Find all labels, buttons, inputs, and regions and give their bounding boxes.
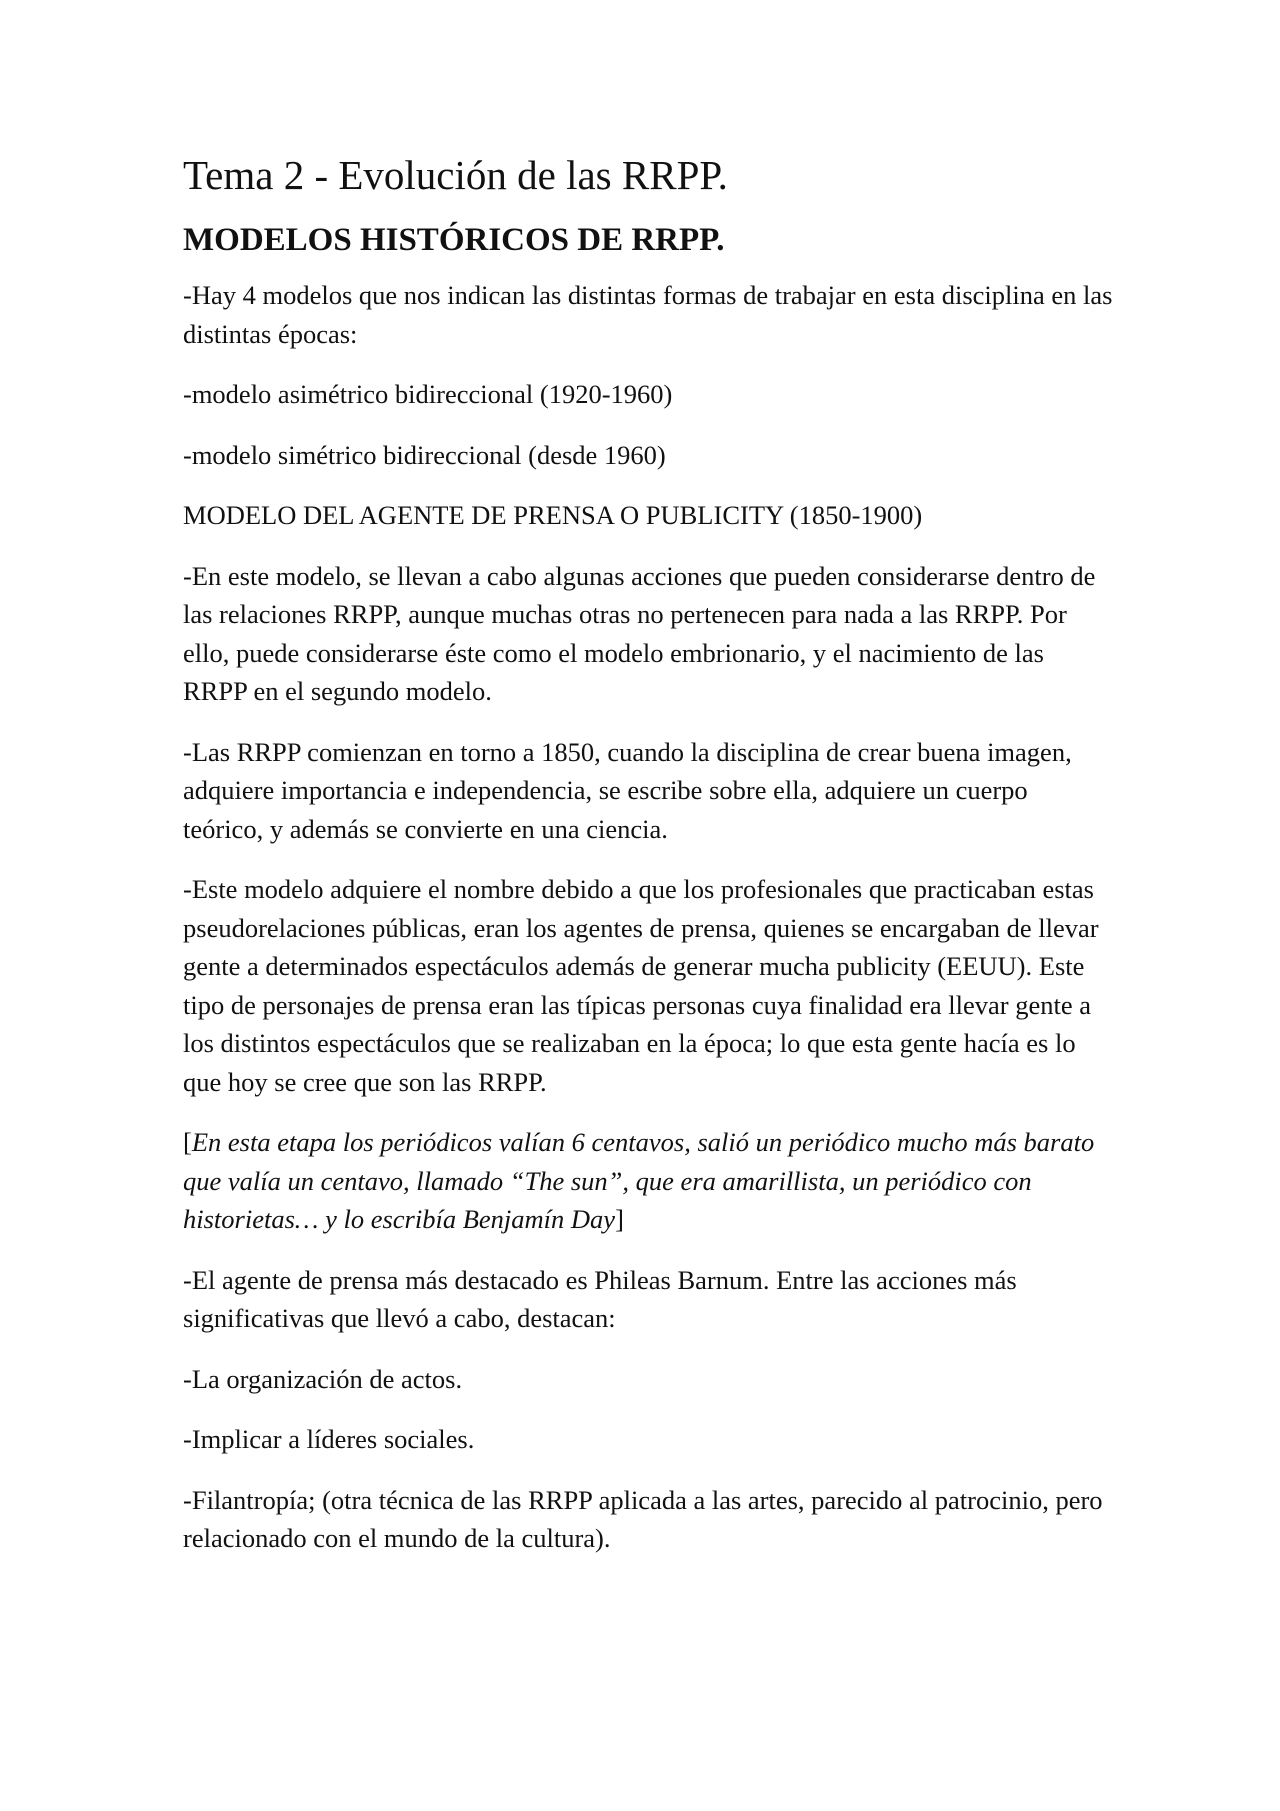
bracket-close: ]	[615, 1204, 624, 1235]
paragraph-origins: -Las RRPP comienzan en torno a 1850, cuando la disciplina de crear buena imagen, adquiere importancia e independencia, se escribe sobre ella, adquiere un cuerpo teórico, y además se convierte en una ciencia.	[183, 736, 1072, 844]
paragraph-action-philanthropy: -Filantropía; (otra técnica de las RRPP aplicada a las artes, parecido al patrocinio, pero relacionado con el mundo de la cultura).	[183, 1484, 1103, 1554]
paragraph-name-origin: -Este modelo adquiere el nombre debido a que los profesionales que practicaban estas pseudorelaciones públicas, eran los agentes de prensa, quienes se encargaban de llevar gente a determinados espectáculos además de generar mucha publicity (EEUU). Este tipo de personajes de prensa eran las típicas personas cuya finalidad era llevar gente a los distintos espectáculos que se realizaban en la época; lo que esta gente hacía es lo que hoy se cree que son las RRPP.	[183, 874, 1099, 1097]
paragraph-model-symmetric: -modelo simétrico bidireccional (desde 1960)	[183, 439, 666, 470]
section-heading: MODELOS HISTÓRICOS DE RRPP.	[183, 222, 725, 259]
paragraph-action-leaders: -Implicar a líderes sociales.	[183, 1424, 475, 1455]
paragraph-model-description: -En este modelo, se llevan a cabo algunas acciones que pueden considerarse dentro de las relaciones RRPP, aunque muchas otras no pertenecen para nada a las RRPP. Por ello, puede considerarse éste como el modelo embrionario, y el nacimiento de las RRPP en el segundo modelo.	[183, 560, 1096, 707]
paragraph-intro: -Hay 4 modelos que nos indican las distintas formas de trabajar en esta disciplina en las distintas épocas:	[183, 280, 1113, 349]
document-page	[183, 150, 1113, 1580]
paragraph-barnum: -El agente de prensa más destacado es Phileas Barnum. Entre las acciones más significativas que llevó a cabo, destacan:	[183, 1264, 1017, 1334]
paragraph-newspaper-note	[183, 1123, 1113, 1239]
paragraph-model-press-agent-heading: MODELO DEL AGENTE DE PRENSA O PUBLICITY (1850-1900)	[183, 500, 923, 531]
bracket-open: [	[183, 1127, 192, 1158]
paragraph-action-events: -La organización de actos.	[183, 1363, 463, 1394]
paragraph-model-asymmetric: -modelo asimétrico bidireccional (1920-1960)	[183, 379, 673, 410]
page-title: Tema 2 - Evolución de las RRPP.	[183, 152, 728, 198]
newspaper-note-text: En esta etapa los periódicos valían 6 centavos, salió un periódico mucho más barato que valía un centavo, llamado “The sun”, que era amarillista, un periódico con historietas… y lo escribía Benjamín Day	[183, 1127, 1095, 1235]
